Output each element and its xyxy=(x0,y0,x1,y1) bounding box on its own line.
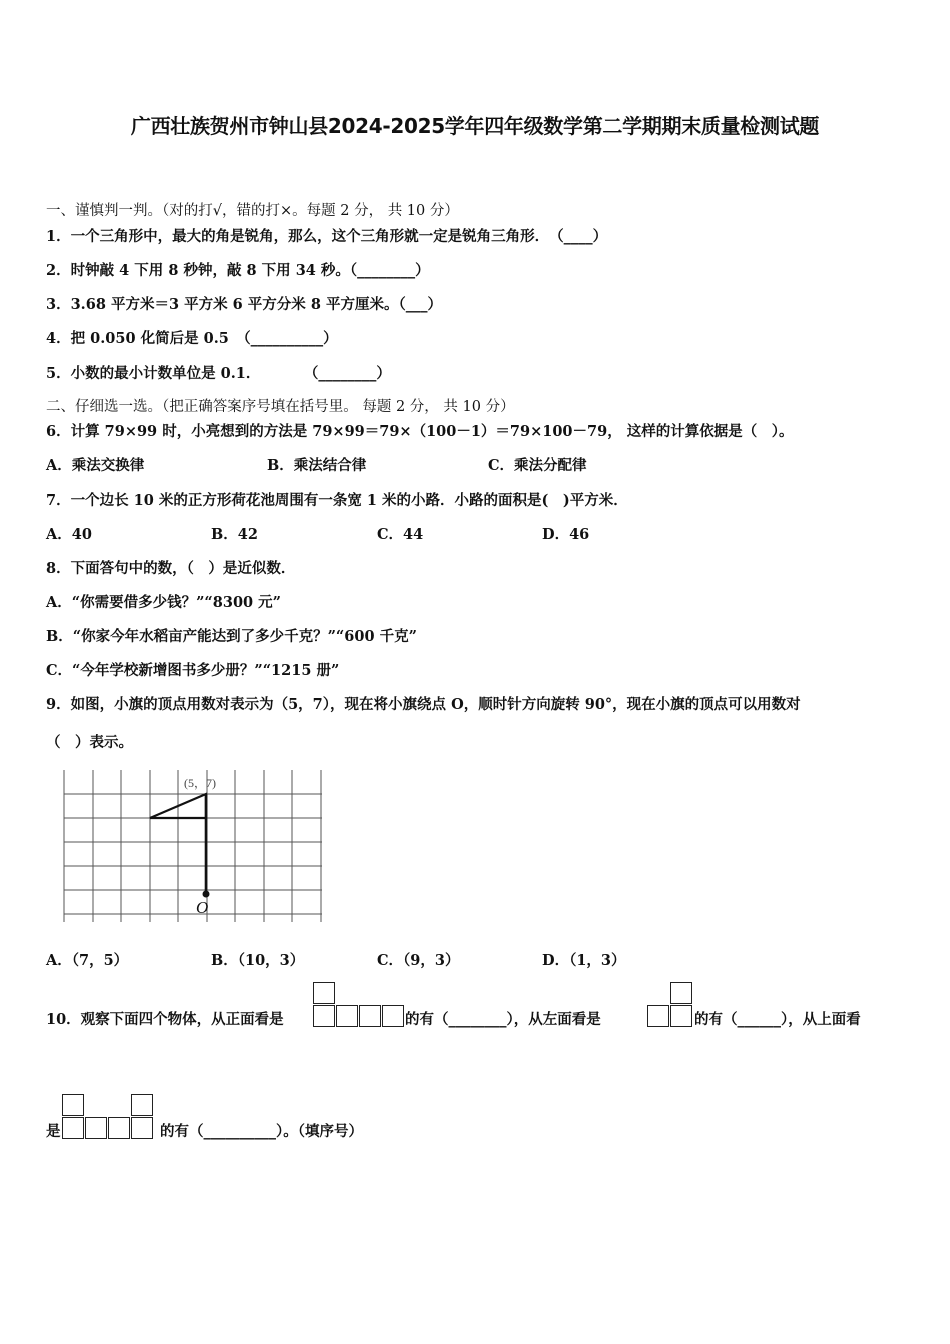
vertex-label: (5，7) xyxy=(184,776,216,790)
origin-point xyxy=(203,891,210,898)
q10-text-part2: 的有（________），从左面看是 xyxy=(405,1011,601,1028)
q7-option-a: A．40 xyxy=(46,526,92,543)
question-7: 7．一个边长 10 米的正方形荷花池周围有一条宽 1 米的小路．小路的面积是( )平方米． xyxy=(46,492,628,509)
q8-option-c: C．“今年学校新增图书多少册？”“1215 册” xyxy=(46,662,340,679)
q9-option-a: A．（7，5） xyxy=(46,952,129,969)
q7-option-b: B．42 xyxy=(211,526,258,543)
q10-text-part3: 的有（______），从上面看 xyxy=(694,1011,861,1028)
grid-figure xyxy=(60,766,326,926)
q6-option-c: C．乘法分配律 xyxy=(488,457,587,474)
q6-option-b: B．乘法结合律 xyxy=(267,457,367,474)
q8-option-b: B．“你家今年水稻亩产能达到了多少千克？”“600 千克” xyxy=(46,628,417,645)
q9-option-d: D．（1，3） xyxy=(542,952,626,969)
section1-heading: 一、谨慎判一判。（对的打√，错的打×。每题 2 分， 共 10 分） xyxy=(46,203,459,219)
q10-text-part5: 的有（__________）。（填序号） xyxy=(160,1123,363,1140)
page-title: 广西壮族贺州市钟山县2024-2025学年四年级数学第二学期期末质量检测试题 xyxy=(130,114,820,138)
question-9-line1: 9．如图，小旗的顶点用数对表示为（5，7），现在将小旗绕点 O，顺时针方向旋转 90°，现在小旗的顶点可以用数对 xyxy=(46,696,801,713)
q8-option-a: A．“你需要借多少钱？”“8300 元” xyxy=(46,594,282,611)
q9-option-c: C．（9，3） xyxy=(377,952,460,969)
front-view-figure xyxy=(313,982,405,1028)
question-8: 8．下面答句中的数，（ ）是近似数． xyxy=(46,560,296,577)
question-3: 3．3.68 平方米＝3 平方米 6 平方分米 8 平方厘米。（___） xyxy=(46,296,442,313)
q7-option-c: C．44 xyxy=(377,526,424,543)
question-1: 1．一个三角形中，最大的角是锐角，那么，这个三角形就一定是锐角三角形． （____） xyxy=(46,228,608,245)
question-4: 4．把 0.050 化简后是 0.5 （__________） xyxy=(46,330,338,347)
origin-label: O xyxy=(196,898,209,917)
left-view-figure xyxy=(647,982,693,1028)
question-2: 2．时钟敲 4 下用 8 秒钟，敲 8 下用 34 秒。（________） xyxy=(46,262,430,279)
question-5: 5．小数的最小计数单位是 0.1． （________） xyxy=(46,365,391,382)
section2-heading: 二、仔细选一选。（把正确答案序号填在括号里。 每题 2 分， 共 10 分） xyxy=(46,399,515,415)
question-6: 6．计算 79×99 时，小亮想到的方法是 79×99＝79×（100－1）＝79×100－79， 这样的计算依据是（ ）。 xyxy=(46,423,794,440)
q10-text-part4: 是 xyxy=(46,1123,61,1140)
q10-text-part1: 10．观察下面四个物体，从正面看是 xyxy=(46,1011,284,1028)
q7-option-d: D．46 xyxy=(542,526,590,543)
q9-option-b: B．（10，3） xyxy=(211,952,305,969)
question-9-line2: （ ）表示。 xyxy=(46,734,133,751)
top-view-figure xyxy=(62,1094,154,1140)
q6-option-a: A．乘法交换律 xyxy=(46,457,145,474)
